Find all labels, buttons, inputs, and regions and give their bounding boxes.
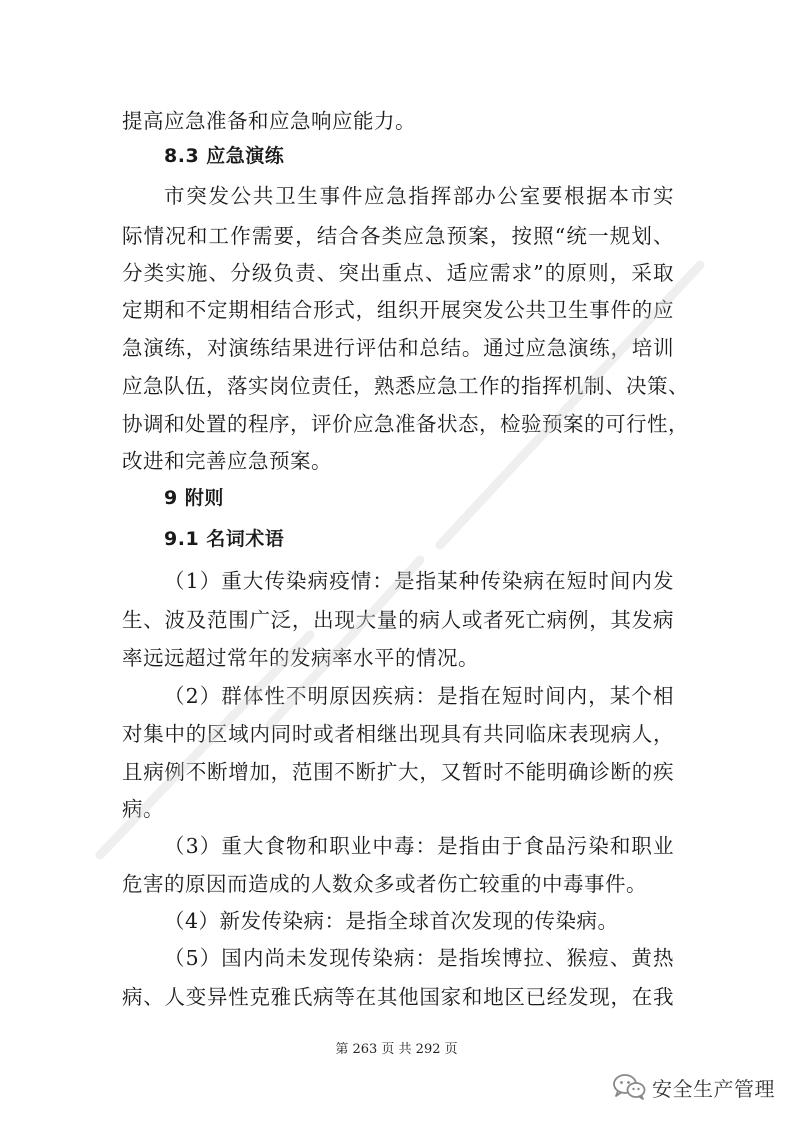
page-number-footer: 第 263 页 共 292 页 — [335, 1042, 458, 1057]
paragraph-line: 定期和不定期相结合形式，组织开展突发公共卫生事件的应 — [122, 298, 674, 322]
paragraph-line: 市突发公共卫生事件应急指挥部办公室要根据本市实 — [164, 184, 674, 208]
paragraph-line: （1）重大传染病疫情：是指某种传染病在短时间内发 — [164, 569, 674, 593]
paragraph-line: （5）国内尚未发现传染病：是指埃博拉、猴痘、黄热 — [164, 946, 674, 970]
section-heading-8-3: 8.3 应急演练 — [164, 145, 285, 167]
paragraph-line: 提高应急准备和应急响应能力。 — [122, 109, 416, 133]
paragraph-line: 对集中的区域内同时或者相继出现具有共同临床表现病人， — [122, 722, 674, 746]
paragraph-line: 危害的原因而造成的人数众多或者伤亡较重的中毒事件。 — [122, 872, 647, 896]
paragraph-line: 协调和处置的程序，评价应急准备状态，检验预案的可行性， — [122, 412, 689, 436]
section-heading-9: 9 附则 — [164, 487, 224, 509]
paragraph-line: 急演练，对演练结果进行评估和总结。通过应急演练，培训 — [122, 336, 674, 360]
paragraph-line: （4）新发传染病：是指全球首次发现的传染病。 — [164, 909, 619, 933]
paragraph-line: 应急队伍，落实岗位责任，熟悉应急工作的指挥机制、决策、 — [122, 374, 689, 398]
brand-name: 安全生产管理 — [652, 1076, 775, 1101]
paragraph-line: 改进和完善应急预案。 — [122, 449, 332, 473]
paragraph-line: 分类实施、分级负责、突出重点、适应需求”的原则，采取 — [122, 261, 674, 285]
paragraph-line: 病、人变异性克雅氏病等在其他国家和地区已经发现，在我 — [122, 985, 674, 1009]
paragraph-line: （3）重大食物和职业中毒：是指由于食品污染和职业 — [164, 834, 674, 858]
paragraph-line: 生、波及范围广泛，出现大量的病人或者死亡病例，其发病 — [122, 608, 674, 632]
paragraph-line: 际情况和工作需要，结合各类应急预案，按照“统一规划、 — [122, 224, 674, 248]
section-heading-9-1: 9.1 名词术语 — [164, 528, 285, 550]
paragraph-line: 病。 — [122, 797, 164, 821]
paragraph-line: （2）群体性不明原因疾病：是指在短时间内，某个相 — [164, 684, 674, 708]
brand-badge — [612, 1072, 775, 1102]
wechat-icon — [612, 1073, 646, 1101]
paragraph-line: 率远远超过常年的发病率水平的情况。 — [122, 646, 479, 670]
paragraph-line: 且病例不断增加，范围不断扩大，又暂时不能明确诊断的疾 — [122, 760, 674, 784]
